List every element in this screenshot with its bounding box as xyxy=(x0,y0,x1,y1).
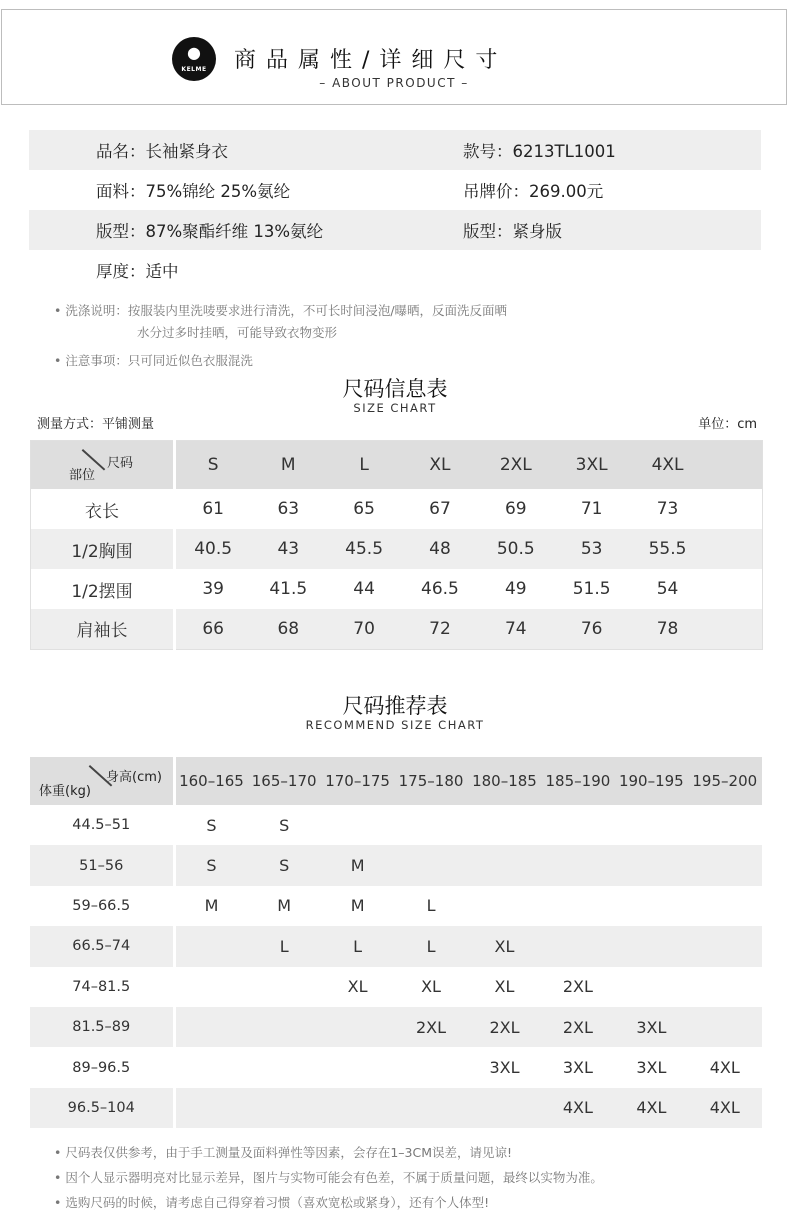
size-header: L xyxy=(359,455,369,475)
footer-note: • 尺码表仅供参考，由于手工测量及面料弹性等因素，会存在1–3CM误差，请见谅! xyxy=(54,1145,513,1160)
attribute-row xyxy=(29,250,761,290)
measure-method: 测量方式：平铺测量 xyxy=(37,417,155,432)
paw-icon: ● xyxy=(187,43,201,62)
table-cell: 74 xyxy=(504,618,527,639)
table-cell: 63 xyxy=(277,499,300,519)
table-cell xyxy=(394,845,467,885)
table-cell xyxy=(174,926,247,966)
table-cell: 66 xyxy=(202,618,224,639)
table-cell xyxy=(615,926,688,966)
recommend-chart-subtitle: RECOMMEND SIZE CHART xyxy=(305,718,485,732)
attribute-thickness: 厚度：适中 xyxy=(96,262,179,281)
size-header: 3XL xyxy=(575,455,608,475)
table-cell: XL xyxy=(347,977,368,997)
table-cell: 48 xyxy=(429,539,451,559)
table-cell xyxy=(615,967,688,1007)
table-cell xyxy=(615,845,688,885)
attribute-lining: 版型：87%聚酯纤维 13%氨纶 xyxy=(96,222,324,241)
row-label: 1/2摆围 xyxy=(31,569,175,609)
table-row xyxy=(31,609,763,649)
table-cell: 68 xyxy=(277,618,300,639)
table-cell: L xyxy=(353,936,363,956)
page-title: 商品属性/详细尺寸 xyxy=(234,48,508,73)
table-cell xyxy=(321,805,394,845)
table-row xyxy=(31,489,763,529)
row-label: 59–66.5 xyxy=(30,886,174,926)
table-cell xyxy=(247,1047,320,1087)
table-cell: 3XL xyxy=(636,1058,667,1078)
table-cell: L xyxy=(426,936,436,956)
table-cell: 3XL xyxy=(636,1017,667,1037)
table-cell: 43 xyxy=(277,539,300,559)
attribute-fabric: 面料：75%锦纶 25%氨纶 xyxy=(96,182,291,201)
table-cell: 61 xyxy=(202,499,224,519)
table-cell xyxy=(541,886,614,926)
row-label: 96.5–104 xyxy=(30,1088,174,1128)
attribute-fit: 版型：紧身版 xyxy=(463,222,562,241)
table-cell xyxy=(688,1007,761,1047)
wash-note: • 洗涤说明：按服装内里洗唛要求进行清洗，不可长时间浸泡/曝晒，反面洗反面晒 xyxy=(54,303,508,318)
table-cell: 4XL xyxy=(709,1058,740,1078)
table-cell xyxy=(174,1047,247,1087)
attribute-price: 吊牌价：269.00元 xyxy=(463,182,604,201)
table-header-row xyxy=(30,757,762,805)
row-label: 衣长 xyxy=(31,489,175,529)
attention-note: • 注意事项：只可同近似色衣服混洗 xyxy=(54,353,253,368)
table-cell: 39 xyxy=(202,579,224,599)
table-cell xyxy=(394,1047,467,1087)
row-label: 肩袖长 xyxy=(31,609,175,649)
table-cell xyxy=(468,845,541,885)
table-cell: 54 xyxy=(656,579,679,599)
table-cell: 4XL xyxy=(636,1098,667,1118)
table-cell xyxy=(394,805,467,845)
table-cell: M xyxy=(350,896,365,916)
table-cell xyxy=(541,845,614,885)
table-cell: M xyxy=(350,856,365,876)
table-cell: 53 xyxy=(580,539,603,559)
size-chart-title: 尺码信息表 xyxy=(342,377,448,401)
logo-text: KELME xyxy=(181,66,207,73)
table-cell: 4XL xyxy=(562,1098,593,1118)
table-cell xyxy=(321,1088,394,1128)
table-cell: 4XL xyxy=(709,1098,740,1118)
table-cell: 71 xyxy=(580,499,603,519)
row-label: 66.5–74 xyxy=(30,926,174,966)
table-cell: 70 xyxy=(353,618,375,639)
table-cell: 55.5 xyxy=(648,539,687,559)
table-header-row xyxy=(31,441,763,490)
table-cell: M xyxy=(204,896,219,916)
table-row xyxy=(30,845,762,885)
table-cell xyxy=(615,805,688,845)
table-cell: 3XL xyxy=(489,1058,520,1078)
corner-bottom-label: 体重(kg) xyxy=(39,784,91,799)
row-label: 51–56 xyxy=(30,845,174,885)
table-cell xyxy=(468,805,541,845)
table-cell: 2XL xyxy=(416,1017,447,1037)
table-cell: 67 xyxy=(429,499,451,519)
footer-note: • 选购尺码的时候，请考虑自己得穿着习惯（喜欢宽松或紧身），还有个人体型! xyxy=(54,1195,490,1210)
table-cell xyxy=(468,1088,541,1128)
table-row xyxy=(31,529,763,569)
size-header: 4XL xyxy=(651,455,684,475)
table-cell: 41.5 xyxy=(269,579,308,599)
size-header: XL xyxy=(429,455,451,475)
table-row xyxy=(30,1088,762,1128)
attribute-row xyxy=(29,170,761,210)
height-header: 175–180 xyxy=(398,772,464,790)
recommend-table xyxy=(30,757,763,1128)
page-subtitle: – ABOUT PRODUCT – xyxy=(319,76,469,90)
table-cell xyxy=(247,1007,320,1047)
table-cell: 2XL xyxy=(489,1017,520,1037)
row-label: 89–96.5 xyxy=(30,1047,174,1087)
care-notes xyxy=(54,300,507,372)
table-row xyxy=(30,1007,762,1047)
table-row xyxy=(30,967,762,1007)
table-cell: S xyxy=(279,856,290,876)
table-cell xyxy=(688,926,761,966)
table-cell: S xyxy=(279,815,290,835)
footer-note: • 因个人显示器明亮对比显示差异，图片与实物可能会有色差，不属于质量问题，最终以实物为准。 xyxy=(54,1170,603,1185)
table-corner xyxy=(30,757,173,805)
table-row xyxy=(31,569,763,609)
table-cell: 49 xyxy=(504,579,527,599)
unit-label: 单位：cm xyxy=(698,417,757,432)
wash-note-continued: 水分过多时挂晒，可能导致衣物变形 xyxy=(137,325,338,340)
height-header: 165–170 xyxy=(251,772,317,790)
table-cell xyxy=(247,967,320,1007)
table-cell: 45.5 xyxy=(345,539,384,559)
corner-bottom-label: 部位 xyxy=(69,468,96,483)
table-cell: 65 xyxy=(353,499,375,519)
recommend-chart-title: 尺码推荐表 xyxy=(342,694,448,718)
table-cell xyxy=(321,1047,394,1087)
table-cell: 69 xyxy=(504,499,527,519)
table-cell: 73 xyxy=(656,499,679,519)
table-cell xyxy=(541,926,614,966)
size-chart-subtitle: SIZE CHART xyxy=(353,401,437,415)
table-cell xyxy=(615,886,688,926)
table-cell: 3XL xyxy=(562,1058,593,1078)
table-cell xyxy=(394,1088,467,1128)
table-cell xyxy=(174,967,247,1007)
height-header: 170–175 xyxy=(325,772,390,790)
table-cell: 50.5 xyxy=(496,539,535,559)
table-cell: S xyxy=(206,856,217,876)
table-cell xyxy=(688,967,761,1007)
table-cell: 51.5 xyxy=(572,579,611,599)
table-cell: M xyxy=(277,896,292,916)
table-cell xyxy=(688,845,761,885)
attribute-row xyxy=(29,130,761,170)
table-cell: 40.5 xyxy=(194,539,233,559)
table-cell: XL xyxy=(494,977,515,997)
footer-notes xyxy=(54,1140,603,1215)
height-header: 180–185 xyxy=(472,772,537,790)
table-cell xyxy=(688,805,761,845)
table-cell xyxy=(688,886,761,926)
attribute-name: 品名：长袖紧身衣 xyxy=(96,142,228,161)
height-header: 160–165 xyxy=(179,772,244,790)
table-cell: 76 xyxy=(580,618,603,639)
size-header: 2XL xyxy=(499,455,532,475)
table-cell xyxy=(247,1088,320,1128)
row-label: 44.5–51 xyxy=(30,805,174,845)
table-cell: 2XL xyxy=(562,977,593,997)
table-row xyxy=(30,926,762,966)
table-row xyxy=(30,1047,762,1087)
row-label: 74–81.5 xyxy=(30,967,174,1007)
table-cell xyxy=(321,1007,394,1047)
row-label: 81.5–89 xyxy=(30,1007,174,1047)
height-header: 185–190 xyxy=(545,772,611,790)
product-attributes xyxy=(29,130,761,290)
table-cell: XL xyxy=(421,977,441,997)
size-table xyxy=(30,440,763,650)
corner-top-label: 身高(cm) xyxy=(106,770,162,785)
table-corner xyxy=(31,441,173,489)
size-header: S xyxy=(207,455,219,475)
table-cell: XL xyxy=(494,936,515,956)
height-header: 195–200 xyxy=(692,772,758,790)
attribute-style-no: 款号：6213TL1001 xyxy=(463,142,616,161)
kelme-logo xyxy=(172,37,216,81)
table-cell: S xyxy=(206,815,217,835)
table-cell xyxy=(174,1007,247,1047)
size-header: M xyxy=(280,455,296,475)
table-cell xyxy=(541,805,614,845)
table-cell: 44 xyxy=(353,579,375,599)
page-header xyxy=(1,9,787,105)
table-cell xyxy=(468,886,541,926)
table-cell: L xyxy=(279,936,289,956)
table-cell: L xyxy=(426,896,436,916)
table-cell: 72 xyxy=(429,618,451,639)
table-cell: 78 xyxy=(656,618,679,639)
attribute-row xyxy=(29,210,761,250)
table-cell: 46.5 xyxy=(421,579,459,599)
corner-top-label: 尺码 xyxy=(107,456,134,471)
table-row xyxy=(30,805,762,845)
table-cell xyxy=(174,1088,247,1128)
row-label: 1/2胸围 xyxy=(31,529,175,569)
table-cell: 2XL xyxy=(562,1017,593,1037)
table-row xyxy=(30,886,762,926)
height-header: 190–195 xyxy=(618,772,684,790)
